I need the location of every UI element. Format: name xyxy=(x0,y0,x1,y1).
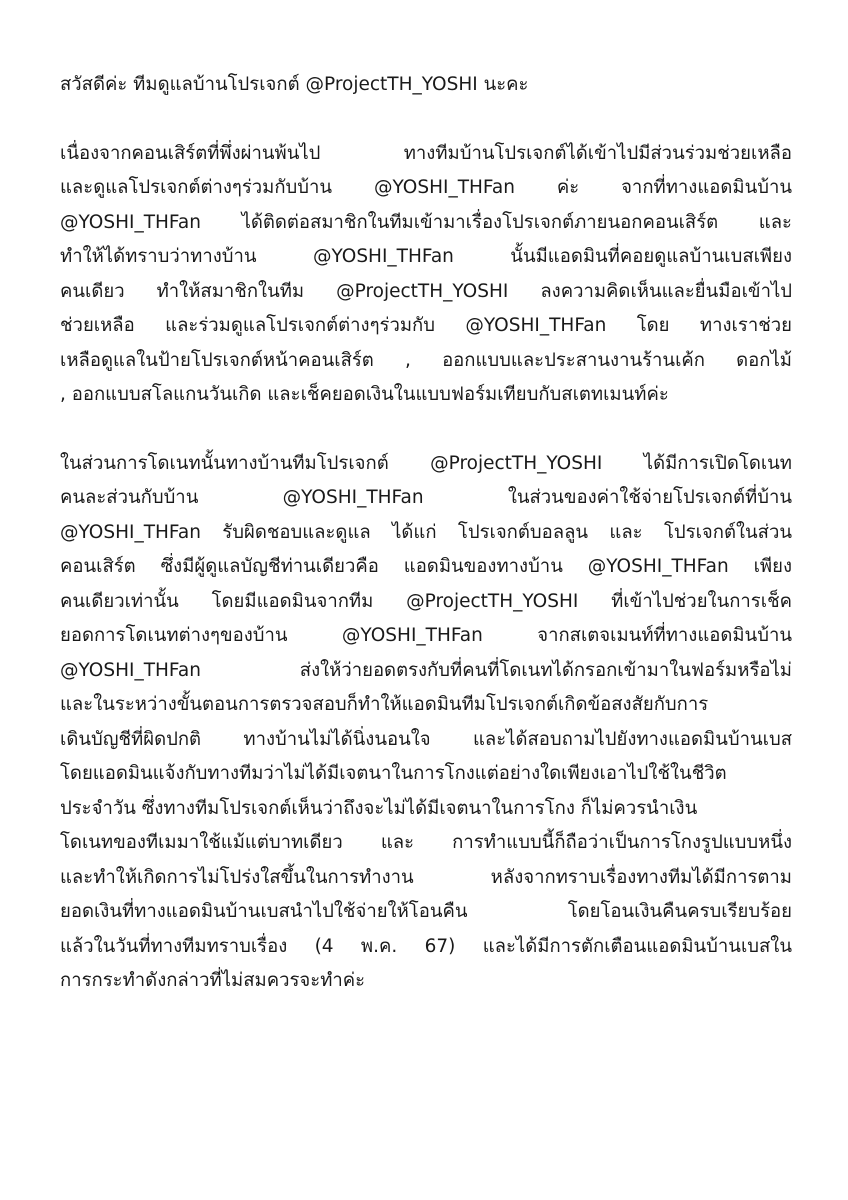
paragraph-2-line: เดินบัญชีที่ผิดปกติ ทางบ้านไม่ได้นิ่งนอนใจ และได้สอบถามไปยังทางแอดมินบ้านเบส xyxy=(60,728,792,750)
paragraph-1-line: , ออกแบบสโลแกนวันเกิด และเช็คยอดเงินในแบบฟอร์มเทียบกับสเตทเมนท์ค่ะ xyxy=(60,384,669,405)
paragraph-2-line: โดเนทของทีเมมาใช้แม้แต่บาทเดียว และ การทำแบบนี้ก็ถือว่าเป็นการโกงรูปแบบหนึ่ง xyxy=(60,832,792,853)
paragraph-2-line: แล้วในวันที่ทางทีมทราบเรื่อง (4 พ.ค. 67) และได้มีการตักเตือนแอดมินบ้านเบสใน xyxy=(60,935,792,957)
paragraph-2-line: ในส่วนการโดเนทนั้นทางบ้านทีมโปรเจกต์ @ProjectTH_YOSHI ได้มีการเปิดโดเนท xyxy=(60,452,792,474)
spacer xyxy=(60,103,792,137)
paragraph-1-line: และดูแลโปรเจกต์ต่างๆร่วมกับบ้าน @YOSHI_THFan ค่ะ จากที่ทางแอดมินบ้าน xyxy=(60,177,792,198)
paragraph-2-line: ยอดเงินที่ทางแอดมินบ้านเบสนำไปใช้จ่ายให้โอนคืน โดยโอนเงินคืนครบเรียบร้อย xyxy=(60,901,792,922)
statement-document xyxy=(60,68,792,999)
greeting-line: สวัสดีค่ะ ทีมดูแลบ้านโปรเจกต์ @ProjectTH_YOSHI นะคะ xyxy=(60,74,529,95)
paragraph-2-line: @YOSHI_THFan รับผิดชอบและดูแล ได้แก่ โปรเจกต์บอลลูน และ โปรเจกต์ในส่วน xyxy=(60,521,792,543)
spacer xyxy=(60,413,792,447)
paragraph-2 xyxy=(60,447,792,999)
paragraph-2-line: ยอดการโดเนทต่างๆของบ้าน @YOSHI_THFan จากสเตจเมนท์ที่ทางแอดมินบ้าน xyxy=(60,625,792,646)
paragraph-2-line: และทำให้เกิดการไม่โปร่งใสขึ้นในการทำงาน หลังจากทราบเรื่องทางทีมได้มีการตาม xyxy=(60,866,792,888)
paragraph-1-line: เนื่องจากคอนเสิร์ตที่พึ่งผ่านพ้นไป ทางทีมบ้านโปรเจกต์ได้เข้าไปมีส่วนร่วมช่วยเหลือ xyxy=(60,142,792,164)
paragraph-2-line: คนละส่วนกับบ้าน @YOSHI_THFan ในส่วนของค่าใช้จ่ายโปรเจกต์ที่บ้าน xyxy=(60,487,792,508)
paragraph-2-line: การกระทำดังกล่าวที่ไม่สมควรจะทำค่ะ xyxy=(60,970,366,991)
paragraph-1-line: ช่วยเหลือ และร่วมดูแลโปรเจกต์ต่างๆร่วมกับ @YOSHI_THFan โดย ทางเราช่วย xyxy=(60,315,792,336)
paragraph-2-line: คนเดียวเท่านั้น โดยมีแอดมินจากทีม @ProjectTH_YOSHI ที่เข้าไปช่วยในการเช็ค xyxy=(60,590,792,612)
paragraph-1-line: @YOSHI_THFan ได้ติดต่อสมาชิกในทีมเข้ามาเรื่องโปรเจกต์ภายนอกคอนเสิร์ต และ xyxy=(60,211,792,233)
paragraph-2-line: โดยแอดมินแจ้งกับทางทีมว่าไม่ได้มีเจตนาในการโกงแต่อย่างใดเพียงเอาไปใช้ในชีวิต xyxy=(60,763,727,784)
paragraph-2-line: ประจำวัน ซึ่งทางทีมโปรเจกต์เห็นว่าถึงจะไม่ได้มีเจตนาในการโกง ก็ไม่ควรนำเงิน xyxy=(60,797,698,819)
paragraph-2-line: และในระหว่างขั้นตอนการตรวจสอบก็ทำให้แอดมินทีมโปรเจกต์เกิดข้อสงสัยกับการ xyxy=(60,694,709,715)
paragraph-1 xyxy=(60,137,792,413)
paragraph-1-line: คนเดียว ทำให้สมาชิกในทีม @ProjectTH_YOSHI ลงความคิดเห็นและยื่นมือเข้าไป xyxy=(60,280,792,302)
paragraph-1-line: เหลือดูแลในป้ายโปรเจกต์หน้าคอนเสิร์ต , ออกแบบและประสานงานร้านเค้ก ดอกไม้ xyxy=(60,349,792,371)
paragraph-2-line: @YOSHI_THFan ส่งให้ว่ายอดตรงกับที่คนที่โดเนทได้กรอกเข้ามาในฟอร์มหรือไม่ xyxy=(60,659,792,681)
paragraph-2-line: คอนเสิร์ต ซึ่งมีผู้ดูแลบัญชีท่านเดียวคือ แอดมินของทางบ้าน @YOSHI_THFan เพียง xyxy=(60,556,792,577)
paragraph-1-line: ทำให้ได้ทราบว่าทางบ้าน @YOSHI_THFan นั้นมีแอดมินที่คอยดูแลบ้านเบสเพียง xyxy=(60,246,792,267)
